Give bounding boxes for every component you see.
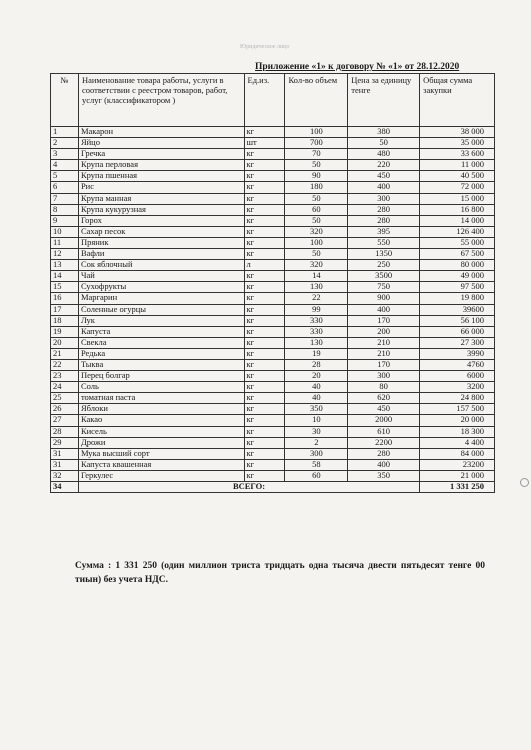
row-number: 23 [51,371,79,382]
row-unit: кг [244,393,285,404]
row-name: Мука высший сорт [78,448,244,459]
row-name: Крупа перловая [78,160,244,171]
row-name: Крупа пшенная [78,171,244,182]
row-number: 32 [51,470,79,481]
row-total: 3990 [420,348,495,359]
row-number: 21 [51,348,79,359]
row-price: 480 [348,149,420,160]
row-unit: кг [244,127,285,138]
row-quantity: 100 [285,237,348,248]
table-row [51,149,495,160]
row-name: Какао [78,415,244,426]
row-unit: кг [244,459,285,470]
row-price: 170 [348,315,420,326]
row-total: 35 000 [420,138,495,149]
row-number: 20 [51,337,79,348]
table-row [51,271,495,282]
table-row [51,282,495,293]
table-row [51,359,495,370]
total-sum: 1 331 250 [420,482,495,493]
row-price: 620 [348,393,420,404]
table-row [51,404,495,415]
row-unit: кг [244,404,285,415]
row-total: 67 500 [420,249,495,260]
row-number: 22 [51,359,79,370]
row-number: 3 [51,149,79,160]
row-unit: кг [244,171,285,182]
row-number: 7 [51,193,79,204]
row-unit: кг [244,249,285,260]
row-price: 300 [348,193,420,204]
row-price: 300 [348,371,420,382]
row-name: Чай [78,271,244,282]
row-name: Сухофрукты [78,282,244,293]
row-total: 126 400 [420,226,495,237]
table-row [51,138,495,149]
row-total: 38 000 [420,127,495,138]
row-quantity: 40 [285,382,348,393]
row-quantity: 30 [285,426,348,437]
row-price: 50 [348,138,420,149]
table-row [51,215,495,226]
row-quantity: 700 [285,138,348,149]
row-total: 72 000 [420,182,495,193]
total-in-words: Сумма : 1 331 250 (один миллион триста тридцать одна тысяча двести пятьдесят тенге 00 тиын) без учета НДС. [75,561,485,585]
row-unit: кг [244,204,285,215]
row-price: 395 [348,226,420,237]
row-unit: кг [244,315,285,326]
row-unit: кг [244,304,285,315]
row-quantity: 90 [285,171,348,182]
row-name: Пряник [78,237,244,248]
row-unit: кг [244,337,285,348]
row-quantity: 22 [285,293,348,304]
row-name: Тыква [78,359,244,370]
row-unit: кг [244,293,285,304]
row-price: 220 [348,160,420,171]
table-row [51,326,495,337]
row-name: Кисель [78,426,244,437]
table-row [51,393,495,404]
table-row [51,470,495,481]
table-row [51,448,495,459]
total-label: ВСЕГО: [78,482,419,493]
header-number: № [51,74,79,127]
table-row [51,293,495,304]
row-price: 400 [348,182,420,193]
row-price: 350 [348,470,420,481]
row-number: 13 [51,260,79,271]
row-name: Лук [78,315,244,326]
row-number: 10 [51,226,79,237]
punch-hole [520,478,529,487]
row-price: 2200 [348,437,420,448]
row-number: 25 [51,393,79,404]
total-index: 34 [51,482,79,493]
row-name: томатная паста [78,393,244,404]
row-quantity: 58 [285,459,348,470]
row-price: 80 [348,382,420,393]
row-unit: кг [244,371,285,382]
row-total: 84 000 [420,448,495,459]
row-total: 6000 [420,371,495,382]
row-name: Вафли [78,249,244,260]
appendix-header: Приложение «1» к договору № «1» от 28.12.2020 [255,62,460,72]
row-price: 250 [348,260,420,271]
row-total: 20 000 [420,415,495,426]
row-name: Свекла [78,337,244,348]
table-total-row [51,482,495,493]
row-price: 280 [348,204,420,215]
row-name: Сахар песок [78,226,244,237]
row-name: Капуста [78,326,244,337]
row-number: 31 [51,448,79,459]
row-number: 9 [51,215,79,226]
row-quantity: 300 [285,448,348,459]
row-total: 27 300 [420,337,495,348]
row-total: 24 800 [420,393,495,404]
row-price: 450 [348,404,420,415]
row-quantity: 20 [285,371,348,382]
row-unit: кг [244,271,285,282]
row-quantity: 50 [285,249,348,260]
row-number: 11 [51,237,79,248]
table-row [51,459,495,470]
row-total: 19 800 [420,293,495,304]
row-price: 900 [348,293,420,304]
table-row [51,204,495,215]
row-quantity: 2 [285,437,348,448]
row-price: 280 [348,215,420,226]
row-price: 200 [348,326,420,337]
row-total: 157 500 [420,404,495,415]
row-price: 170 [348,359,420,370]
row-name: Соль [78,382,244,393]
row-quantity: 40 [285,393,348,404]
row-name: Гречка [78,149,244,160]
row-number: 15 [51,282,79,293]
row-number: 18 [51,315,79,326]
row-unit: кг [244,282,285,293]
row-unit: кг [244,237,285,248]
row-price: 400 [348,304,420,315]
row-price: 550 [348,237,420,248]
row-quantity: 350 [285,404,348,415]
row-unit: кг [244,348,285,359]
row-unit: кг [244,448,285,459]
table-row [51,337,495,348]
row-total: 18 300 [420,426,495,437]
row-total: 97 500 [420,282,495,293]
row-quantity: 130 [285,337,348,348]
row-name: Сок яблочный [78,260,244,271]
row-quantity: 14 [285,271,348,282]
row-name: Яйцо [78,138,244,149]
row-quantity: 330 [285,315,348,326]
row-total: 21 000 [420,470,495,481]
row-price: 210 [348,348,420,359]
table-row [51,160,495,171]
row-number: 27 [51,415,79,426]
row-name: Маргарин [78,293,244,304]
row-number: 2 [51,138,79,149]
row-unit: кг [244,182,285,193]
row-unit: кг [244,359,285,370]
row-name: Капуста квашенная [78,459,244,470]
row-unit: кг [244,470,285,481]
table-row [51,249,495,260]
row-total: 39600 [420,304,495,315]
row-total: 23200 [420,459,495,470]
row-number: 28 [51,426,79,437]
row-number: 12 [51,249,79,260]
table-row [51,260,495,271]
row-total: 4 400 [420,437,495,448]
row-total: 55 000 [420,237,495,248]
table-row [51,426,495,437]
row-quantity: 320 [285,260,348,271]
row-name: Яблоки [78,404,244,415]
header-total: Общая сумма закупки [420,74,495,127]
faint-bleedthrough-text: Юридическое лицо [240,44,290,50]
row-unit: кг [244,415,285,426]
table-row [51,226,495,237]
table-row [51,415,495,426]
row-unit: кг [244,226,285,237]
row-quantity: 330 [285,326,348,337]
table-row [51,437,495,448]
row-number: 4 [51,160,79,171]
row-quantity: 50 [285,215,348,226]
row-number: 14 [51,271,79,282]
table-row [51,382,495,393]
row-number: 26 [51,404,79,415]
row-number: 6 [51,182,79,193]
row-name: Крупа кукурузная [78,204,244,215]
row-name: Горох [78,215,244,226]
row-unit: кг [244,426,285,437]
row-total: 80 000 [420,260,495,271]
table-header-row [51,74,495,127]
row-unit: шт [244,138,285,149]
table-row [51,315,495,326]
row-unit: кг [244,149,285,160]
row-number: 31 [51,459,79,470]
row-number: 5 [51,171,79,182]
row-quantity: 320 [285,226,348,237]
header-name: Наименование товара работы, услуги в соответствии с реестром товаров, работ, услуг (классификатором ) [78,74,244,127]
header-price: Цена за единицу тенге [348,74,420,127]
header-quantity: Кол-во объем [285,74,348,127]
row-price: 750 [348,282,420,293]
row-name: Рис [78,182,244,193]
row-total: 56 100 [420,315,495,326]
header-unit: Ед.из. [244,74,285,127]
row-total: 16 800 [420,204,495,215]
row-unit: л [244,260,285,271]
row-total: 33 600 [420,149,495,160]
row-unit: кг [244,160,285,171]
row-price: 280 [348,448,420,459]
table-row [51,237,495,248]
row-unit: кг [244,215,285,226]
goods-table [50,73,495,493]
row-total: 14 000 [420,215,495,226]
table-row [51,171,495,182]
row-total: 4760 [420,359,495,370]
row-quantity: 60 [285,204,348,215]
row-quantity: 50 [285,160,348,171]
row-total: 3200 [420,382,495,393]
row-quantity: 60 [285,470,348,481]
row-unit: кг [244,326,285,337]
row-number: 8 [51,204,79,215]
row-name: Перец болгар [78,371,244,382]
row-price: 2000 [348,415,420,426]
row-number: 19 [51,326,79,337]
row-quantity: 100 [285,127,348,138]
table-row [51,371,495,382]
row-price: 450 [348,171,420,182]
row-quantity: 19 [285,348,348,359]
table-row [51,127,495,138]
row-name: Соленные огурцы [78,304,244,315]
row-unit: кг [244,382,285,393]
row-name: Крупа манная [78,193,244,204]
row-number: 1 [51,127,79,138]
row-quantity: 50 [285,193,348,204]
row-quantity: 28 [285,359,348,370]
table-row [51,193,495,204]
table-row [51,348,495,359]
row-unit: кг [244,437,285,448]
row-name: Макарон [78,127,244,138]
row-number: 16 [51,293,79,304]
row-name: Дрожи [78,437,244,448]
row-total: 66 000 [420,326,495,337]
row-price: 400 [348,459,420,470]
table-body [51,127,495,493]
row-name: Геркулес [78,470,244,481]
table-row [51,304,495,315]
row-price: 380 [348,127,420,138]
row-total: 49 000 [420,271,495,282]
row-price: 210 [348,337,420,348]
row-quantity: 130 [285,282,348,293]
row-number: 29 [51,437,79,448]
row-quantity: 99 [285,304,348,315]
row-total: 15 000 [420,193,495,204]
row-number: 17 [51,304,79,315]
row-price: 1350 [348,249,420,260]
table-row [51,182,495,193]
row-unit: кг [244,193,285,204]
row-number: 24 [51,382,79,393]
row-total: 40 500 [420,171,495,182]
row-price: 3500 [348,271,420,282]
row-quantity: 10 [285,415,348,426]
row-name: Редька [78,348,244,359]
row-price: 610 [348,426,420,437]
row-quantity: 180 [285,182,348,193]
row-quantity: 70 [285,149,348,160]
row-total: 11 000 [420,160,495,171]
